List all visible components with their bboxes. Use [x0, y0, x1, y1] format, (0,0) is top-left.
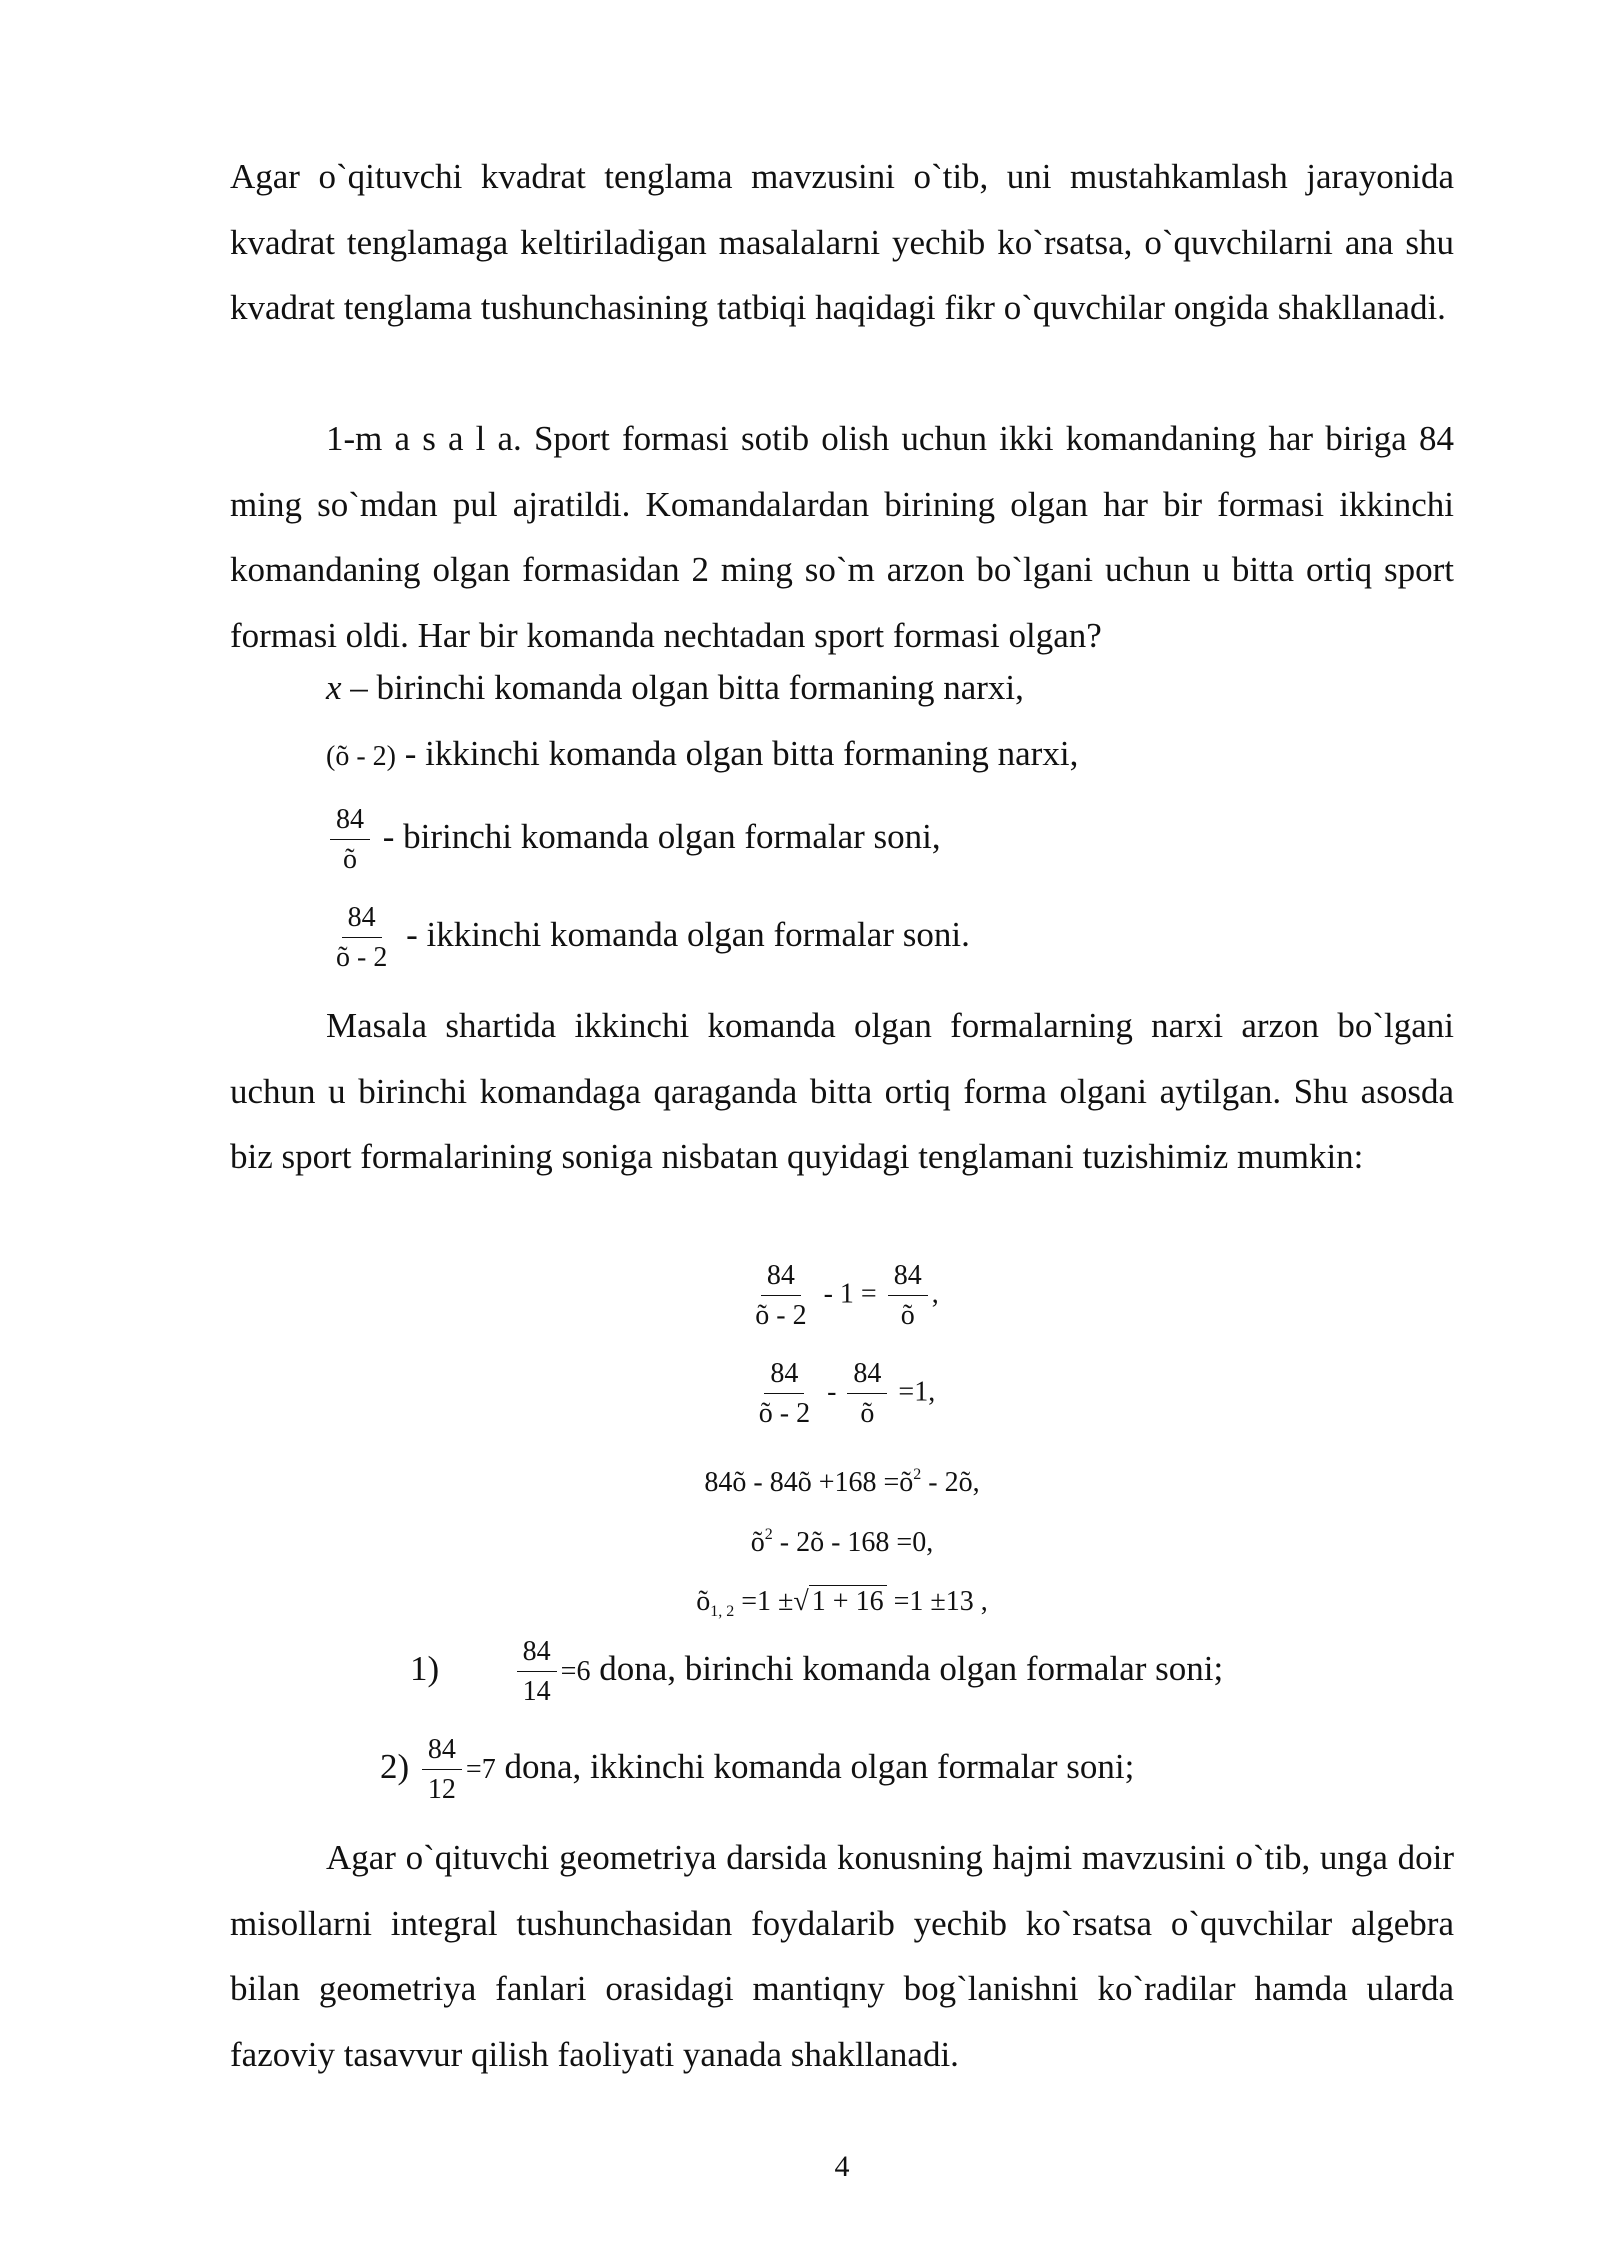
- definition-x-minus-2: (õ - 2) - ikkinchi komanda olgan bitta formaning narxi,: [326, 734, 1079, 773]
- equation-2: $\frac{84}{õ - 2}$ - $\frac{84}{õ}$ =1,: [758, 1358, 936, 1429]
- paragraph-problem: 1-m a s a l a. Sport formasi sotib olish uchun ikki komandaning har biriga 84 ming so`mdan pul ajratildi. Komandalardan birining olgan har bir formasi ikkinchi komandaning olgan formasidan 2 ming so`m arzon bo`lgani uchun u bitta ortiq sport formasi oldi. Har bir komanda nechtadan sport formasi olgan?: [230, 419, 1454, 655]
- paragraph-intro: Agar o`qituvchi kvadrat tenglama mavzusini o`tib, uni mustahkamlash jarayonida kvadrat tenglamaga keltiriladigan masalalarni yechib ko`rsatsa, o`quvchilarni ana shu kvadrat tenglama tushunchasining tatbiqi haqidagi fikr o`quvchilar ongida shakllanadi.: [230, 157, 1454, 327]
- definition-fraction-2: $\frac{84}{õ - 2}$ - ikkinchi komanda olgan formalar soni.: [326, 904, 970, 972]
- equation-4: $õ^2$ - 2õ - 168 =0,: [750, 1526, 934, 1558]
- answer-2: 2) $\frac{84}{12}$ =7 dona, ikkinchi komanda olgan formalar soni;: [380, 1734, 1135, 1805]
- paragraph-condition: Masala shartida ikkinchi komanda olgan formalarning narxi arzon bo`lgani uchun u birinchi komandaga qaraganda bitta ortiq forma olgani aytilgan. Shu asosda biz sport formalarining soniga nisbatan quyidagi tenglamani tuzishimiz mumkin:: [230, 1006, 1454, 1176]
- document-page: [230, 0, 1454, 2262]
- equation-3: 84õ - 84õ $+168 =õ^2$ - 2õ,: [704, 1466, 980, 1498]
- fraction: $\frac{84}{õ - 2}$: [336, 902, 388, 973]
- page-number: 4: [834, 2150, 850, 2183]
- paragraph-geometry: Agar o`qituvchi geometriya darsida konusning hajmi mavzusini o`tib, unga doir misollarni integral tushunchasidan foydalarib yechib ko`rsatsa o`quvchilar algebra bilan geometriya fanlari orasidagi mantiqny bog`lanishni ko`radilar hamda ularda fazoviy tasavvur qilish faoliyati yanada shakllanadi.: [230, 1838, 1454, 2074]
- equation-1: $\frac{84}{õ - 2}$ - 1 = $\frac{84}{õ}$ ,: [755, 1260, 939, 1331]
- definition-x: x – birinchi komanda olgan bitta formaning narxi,: [326, 668, 1024, 707]
- square-root: 1 + 16: [809, 1585, 887, 1617]
- variable-x: x: [326, 668, 342, 707]
- math-expression: (õ - 2): [326, 741, 396, 772]
- definition-fraction-1: $\frac{84}{õ}$ - birinchi komanda olgan formalar soni,: [326, 806, 941, 874]
- answer-1: 1) $\frac{84}{14}$ =6 dona, birinchi komanda olgan formalar soni;: [410, 1636, 1224, 1707]
- equation-5: $õ_{1, 2} =1$ ±√ 1 + 16 =1 ±13 ,: [696, 1586, 988, 1620]
- fraction: $\frac{84}{õ}$: [330, 806, 370, 874]
